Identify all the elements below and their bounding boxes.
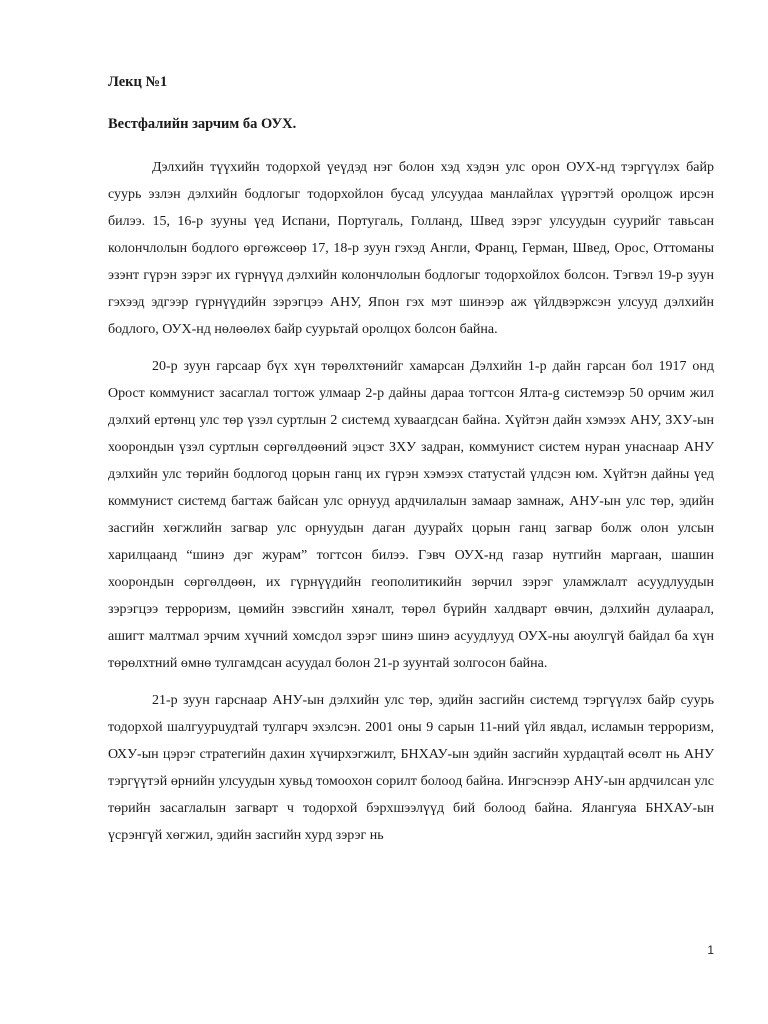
lecture-label: Лекц №1: [108, 74, 168, 90]
page-number: 1: [707, 943, 714, 957]
paragraph-2: 20-р зуун гарсаар бүх хүн төрөлхтөнийг хамарсан Дэлхийн 1-р дайн гарсан бол 1917 онд Орост коммунист засаглал тогтож улмаар 2-р дайны дараа тогтсон Ялта-g системээр 50 орчим жил дэлхий ертөнц улс төр үзэл суртлын 2 системд хуваагдсан байна. Хүйтэн дайн хэмээх АНУ, ЗХУ-ын хоорондын үзэл суртлын сөргөлдөөний эцэст ЗХУ задран, коммунист систем нуран унаснаар АНУ дэлхийн улс төрийн бодлогод цорын ганц их гүрэн хэмээх статустай үлдсэн юм. Хүйтэн дайны үед коммунист системд багтаж байсан улс орнууд ардчилалын замаар замнаж, АНУ-ын улс төр, эдийн засгийн хөгжлийн загвар улс орнуудын даган дуурайх цорын ганц загвар болж олон улсын харилцаанд “шинэ дэг журам” тогтсон билээ. Гэвч ОУХ-нд газар нутгийн маргаан, шашин хоорондын сөргөлдөөн, их гүрнүүдийн геополитикийн зөрчил зэрэг уламжлалт асуудлуудын зэрэгцээ терроризм, цөмийн зэвсгийн хяналт, төрөл бүрийн халдварт өвчин, дэлхийн дулаарал, ашигт малтмал эрчим хүчний хомсдол зэрэг шинэ шинэ асуудлууд ОУХ-ны аюулгүй байдал ба хүн төрөлхтний өмнө тулгамдсан асуудал болон 21-р зуунтай золгосон байна.: [108, 359, 714, 671]
paragraph-1: Дэлхийн түүхийн тодорхой үеүдэд нэг болон хэд хэдэн улс орон ОУХ-нд тэргүүлэх байр суурь эзлэн дэлхийн бодлогыг тодорхойлон бусад улсуудаа манлайлах үүрэгтэй оролцож ирсэн билээ. 15, 16-р зууны үед Испани, Португаль, Голланд, Швед зэрэг улсуудын суурийг тавьсан колончлолын бодлого өргөжсөөр 17, 18-р зуун гэхэд Англи, Франц, Герман, Швед, Орос, Оттоманы эзэнт гүрэн зэрэг их гүрнүүд дэлхийн колончлолын бодлогыг тодорхойлох болсон. Тэгвэл 19-р зуун гэхээд эдгээр гүрнүүдийн зэрэгцээ АНУ, Япон гэх мэт шинээр аж үйлдвэржсэн улсууд дэлхийн бодлого, ОУХ-нд нөлөөлөх байр суурьтай оролцох болсон байна.: [108, 160, 714, 337]
paragraph-3: 21-р зуун гарснаар АНУ-ын дэлхийн улс төр, эдийн засгийн системд тэргүүлэх байр суурь тодорхой шалгуурuудтай тулгарч эхэлсэн. 2001 оны 9 сарын 11-ний үйл явдал, исламын терроризм, ОХУ-ын цэрэг стратегийн дахин хүчирхэгжилт, БНХАУ-ын эдийн засгийн хурдацтай өсөлт нь АНУ тэргүүтэй өрнийн улсуудын хувьд томоохон сорилт болоод байна. Ингэснээр АНУ-ын ардчилсан улс төрийн засаглалын загварт ч тодорхой бэрхшээлүүд бий болоод байна. Ялангуяа БНХАУ-ын үсрэнгүй хөгжил, эдийн засгийн хурд зэрэг нь: [108, 693, 714, 843]
document-title: Вестфалийн зарчим ба ОУХ.: [108, 116, 297, 132]
document-body: [108, 72, 714, 859]
